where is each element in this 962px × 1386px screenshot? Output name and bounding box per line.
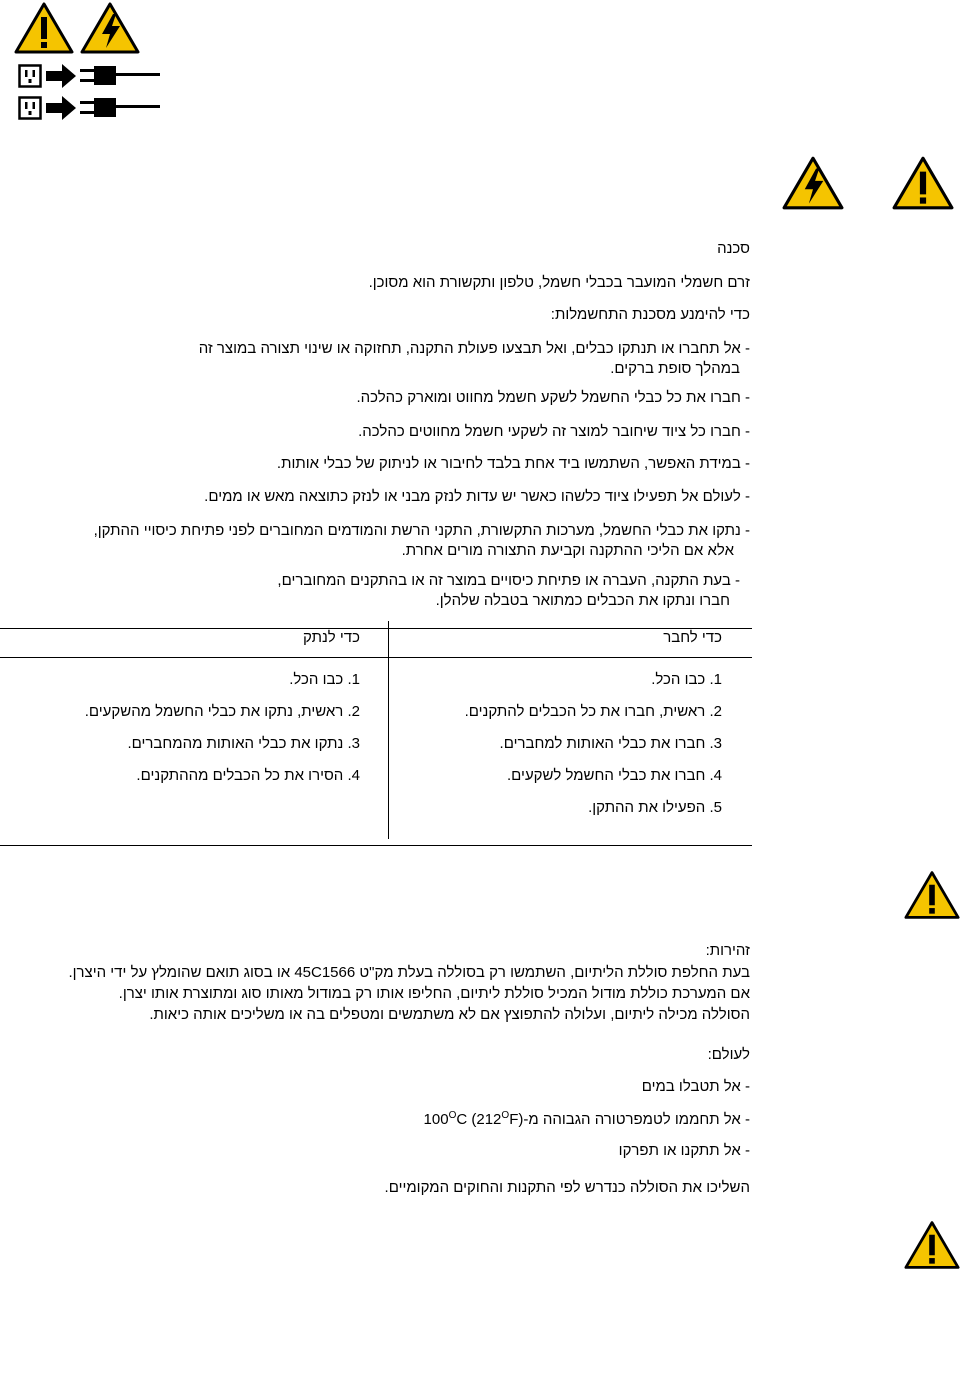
never-item-temperature [424, 1110, 750, 1128]
table-header-disconnect: כדי לנתק [303, 629, 360, 646]
electrical-hazard-icon [80, 2, 140, 54]
cable-procedure-table [0, 628, 752, 846]
caution-triangle-icon [904, 870, 960, 920]
danger-bullet: - אל תחברו או תנתקו כבלים, ואל תבצעו פעולת התקנה, תחזוקה או שינוי תצורה במוצר זה [198, 340, 750, 357]
caution-triangle-icon [904, 1220, 960, 1270]
table-header-connect: כדי לחבר [663, 629, 722, 646]
danger-bullet: - חברו כל ציוד שיחובר למוצר זה לשקעי חשמל מחווטים כהלכה. [358, 423, 750, 440]
connect-step: 3. חברו את כבלי האותות למחברים. [499, 735, 722, 752]
table-header-divider [0, 657, 752, 658]
connect-step: 2. ראשית, חברו את כל הכבלים להתקנים. [464, 703, 722, 720]
caution-line: הסוללה מכילה ליתיום, ועלולה להתפוצץ אם לא משתמשים ומטפלים בה או משליכים אותה כיאות. [149, 1006, 750, 1023]
danger-bullet-continuation: אלא אם הליכי ההתקנה וקביעת התצורה מורים אחרת. [401, 542, 734, 559]
table-column-divider [388, 621, 389, 839]
danger-bullet: - במידת האפשר, השתמשו ביד אחת בלבד לחיבור או לניתוק של כבלי אותות. [276, 455, 750, 472]
danger-lead: כדי להימנע מסכנת התחשמלות: [550, 306, 750, 323]
arrow-icon [46, 63, 78, 89]
never-item-text: - אל תחממו לטמפרטורה הגבוהה מ- [523, 1111, 750, 1128]
connect-step: 4. חברו את כבלי החשמל לשקעים. [507, 767, 722, 784]
connect-step: 5. הפעילו את ההתקן. [588, 799, 722, 816]
danger-bullet: - לעולם אל תפעילו ציוד כלשהו כאשר יש עדות לנזק מבני או לנזק כתוצאה מאש או ממים. [204, 488, 750, 505]
danger-bullet: - נתקו את כבלי החשמל, מערכות התקשורת, התקני הרשת והמודמים המחוברים לפני פתיחת כיסויי ההתקן, [93, 522, 750, 539]
never-heading: לעולם: [707, 1046, 750, 1063]
connect-step: 1. כבו הכל. [651, 671, 722, 688]
caution-line: אם המערכת כוללת מודול המכיל סוללת ליתיום, החליפו אותו רק במודול מאותו סוג ומתוצרת אותו יצרן. [118, 985, 750, 1002]
disconnect-step: 2. ראשית, נתקו את כבלי החשמל מהשקעים. [84, 703, 360, 720]
danger-bullet: - חברו את כל כבלי החשמל לשקע חשמל מחווט ומוארק כהלכה. [356, 389, 750, 406]
plug-icon [80, 96, 160, 120]
never-item: - אל תטבלו במים [641, 1078, 750, 1095]
caution-line: בעת החלפת סוללת הליתיום, השתמשו רק בסוללה בעלת מק"ט 45C1566 או בסוג תואם שהומלץ על ידי היצרן. [68, 964, 750, 981]
arrow-icon [46, 95, 78, 121]
danger-bullet-continuation: במהלך סופת ברקים. [610, 360, 740, 377]
caution-triangle-icon [14, 2, 74, 54]
disconnect-step: 3. נתקו את כבלי האותות מהמחברים. [127, 735, 360, 752]
caution-triangle-icon [892, 155, 954, 211]
danger-bullet-continuation: חברו ונתקו את הכבלים כמתואר בטבלה שלהלן. [435, 592, 730, 609]
outlet-icon [18, 96, 42, 120]
never-item: - אל תתקנו או תפרקו [618, 1142, 750, 1159]
electrical-hazard-icon [782, 155, 844, 211]
outlet-icon [18, 64, 42, 88]
disconnect-step: 1. כבו הכל. [289, 671, 360, 688]
danger-heading: סכנה [717, 240, 750, 257]
temperature-value: $100^OC$ $(212^OF)$ [423, 1110, 524, 1128]
danger-bullet: - בעת התקנה, העברה או פתיחת כיסויים במוצר זה או בהתקנים המחוברים, [277, 572, 740, 589]
danger-intro: זרם חשמלי המועבר בכבלי חשמל, טלפון ותקשורת הוא מסוכן. [368, 274, 750, 291]
caution-heading: זהירות: [705, 942, 750, 959]
disconnect-step: 4. הסירו את כל הכבלים מההתקנים. [136, 767, 360, 784]
dispose-instruction: השליכו את הסוללה כנדרש לפי התקנות והחוקים המקומיים. [384, 1179, 750, 1196]
plug-icon [80, 64, 160, 88]
